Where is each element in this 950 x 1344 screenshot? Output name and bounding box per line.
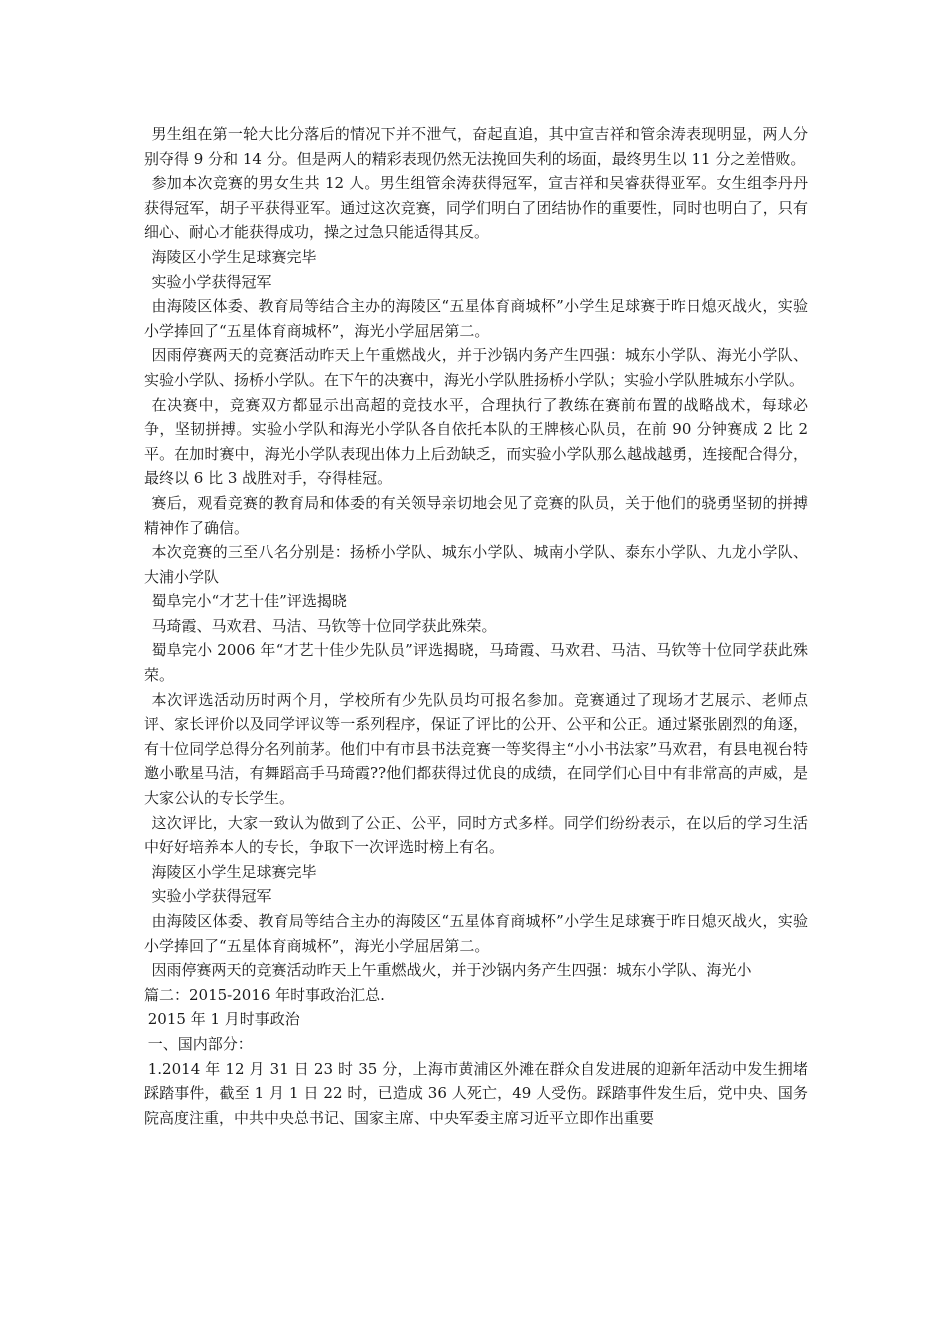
paragraph-18: 因雨停赛两天的竞赛活动昨天上午重燃战火，并于沙锅内务产生四强：城东小学队、海光小 <box>151 961 752 980</box>
paragraph-17: 由海陵区体委、教育局等结合主办的海陵区“五星体育商城杯”小学生足球赛于昨日熄灭战火，实验小学捧回了“五星体育商城杯”，海光小学屈居第二。 <box>144 912 808 955</box>
section-subheading: 马琦霞、马欢君、马洁、马钦等十位同学获此殊荣。 <box>151 616 497 635</box>
paragraph-8: 赛后，观看竞赛的教育局和体委的有关领导亲切地会见了竞赛的队员，关于他们的骁勇坚韧的拼搏精神作了确信。 <box>144 493 808 537</box>
month-heading: 2015 年 1 月时事政治 <box>147 1010 300 1029</box>
part-heading: 篇二：2015-2016 年时事政治汇总. <box>144 985 385 1004</box>
paragraph-14: 这次评比，大家一致认为做到了公正、公平，同时方式多样。同学们纷纷表示，在以后的学习生活中好好培养本人的专长，争取下一次评选时榜上有名。 <box>144 813 808 857</box>
paragraph-2: 参加本次竞赛的男女生共 12 人。男生组管余涛获得冠军，宣吉祥和吴睿获得亚军。女生组李丹丹获得冠军，胡子平获得亚军。通过这次竞赛，同学们明白了团结协作的重要性，同时也明白了，只有细心、耐心才能获得成功，操之过急只能适得其反。 <box>144 174 808 242</box>
paragraph-1: 男生组在第一轮大比分落后的情况下并不泄气，奋起直追，其中宣吉祥和管余涛表现明显，两人分别夺得 9 分和 14 分。但是两人的精彩表现仍然无法挽回失利的场面，最终男生以 11 分之差惜败。 <box>144 125 808 168</box>
subsection-heading: 一、国内部分： <box>147 1034 253 1053</box>
section-subheading: 实验小学获得冠军 <box>151 887 272 906</box>
paragraph-22: 1.2014 年 12 月 31 日 23 时 35 分，上海市黄浦区外滩在群众自发进展的迎新年活动中发生拥堵踩踏事件，截至 1 月 1 日 22 时，已造成 36 人死亡，49 人受伤。踩踏事件发生后，党中央、国务院高度注重，中共中央总书记、国家主席、中央军委主席习近平立即作出重要 <box>144 1059 808 1127</box>
section-heading: 蜀阜完小“才艺十佳”评选揭晓 <box>151 592 347 611</box>
section-heading: 海陵区小学生足球赛完毕 <box>151 862 317 881</box>
paragraph-7: 在决赛中，竞赛双方都显示出高超的竞技水平，合理执行了教练在赛前布置的战略战术，每球必争，坚韧拼搏。实验小学队和海光小学队各自依托本队的王牌核心队员，在前 90 分钟赛成 2 比 2 平。在加时赛中，海光小学队表现出体力上后劲缺乏，而实验小学队那么越战越勇，连接配合得分，最终以 6 比 3 战胜对手，夺得桂冠。 <box>144 395 808 488</box>
paragraph-5: 由海陵区体委、教育局等结合主办的海陵区“五星体育商城杯”小学生足球赛于昨日熄灭战火，实验小学捧回了“五星体育商城杯”，海光小学屈居第二。 <box>144 297 808 340</box>
section-heading: 海陵区小学生足球赛完毕 <box>151 247 317 266</box>
paragraph-6: 因雨停赛两天的竞赛活动昨天上午重燃战火，并于沙锅内务产生四强：城东小学队、海光小学队、实验小学队、扬桥小学队。在下午的决赛中，海光小学队胜扬桥小学队；实验小学队胜城东小学队。 <box>144 346 808 389</box>
document-page <box>144 122 808 1130</box>
paragraph-12: 蜀阜完小 2006 年“才艺十佳少先队员”评选揭晓，马琦霞、马欢君、马洁、马钦等十位同学获此殊荣。 <box>144 641 808 685</box>
paragraph-13: 本次评选活动历时两个月，学校所有少先队员均可报名参加。竞赛通过了现场才艺展示、老师点评、家长评价以及同学评议等一系列程序，保证了评比的公开、公平和公正。通过紧张剧烈的角逐，有十位同学总得分名列前茅。他们中有市县书法竞赛一等奖得主“小小书法家”马欢君，有县电视台特邀小歌星马洁，有舞蹈高手马琦霞??他们都获得过优良的成绩，在同学们心目中有非常高的声威，是大家公认的专长学生。 <box>144 690 808 808</box>
paragraph-9: 本次竞赛的三至八名分别是：扬桥小学队、城东小学队、城南小学队、泰东小学队、九龙小学队、大浦小学队 <box>144 543 808 586</box>
section-subheading: 实验小学获得冠军 <box>151 272 272 291</box>
